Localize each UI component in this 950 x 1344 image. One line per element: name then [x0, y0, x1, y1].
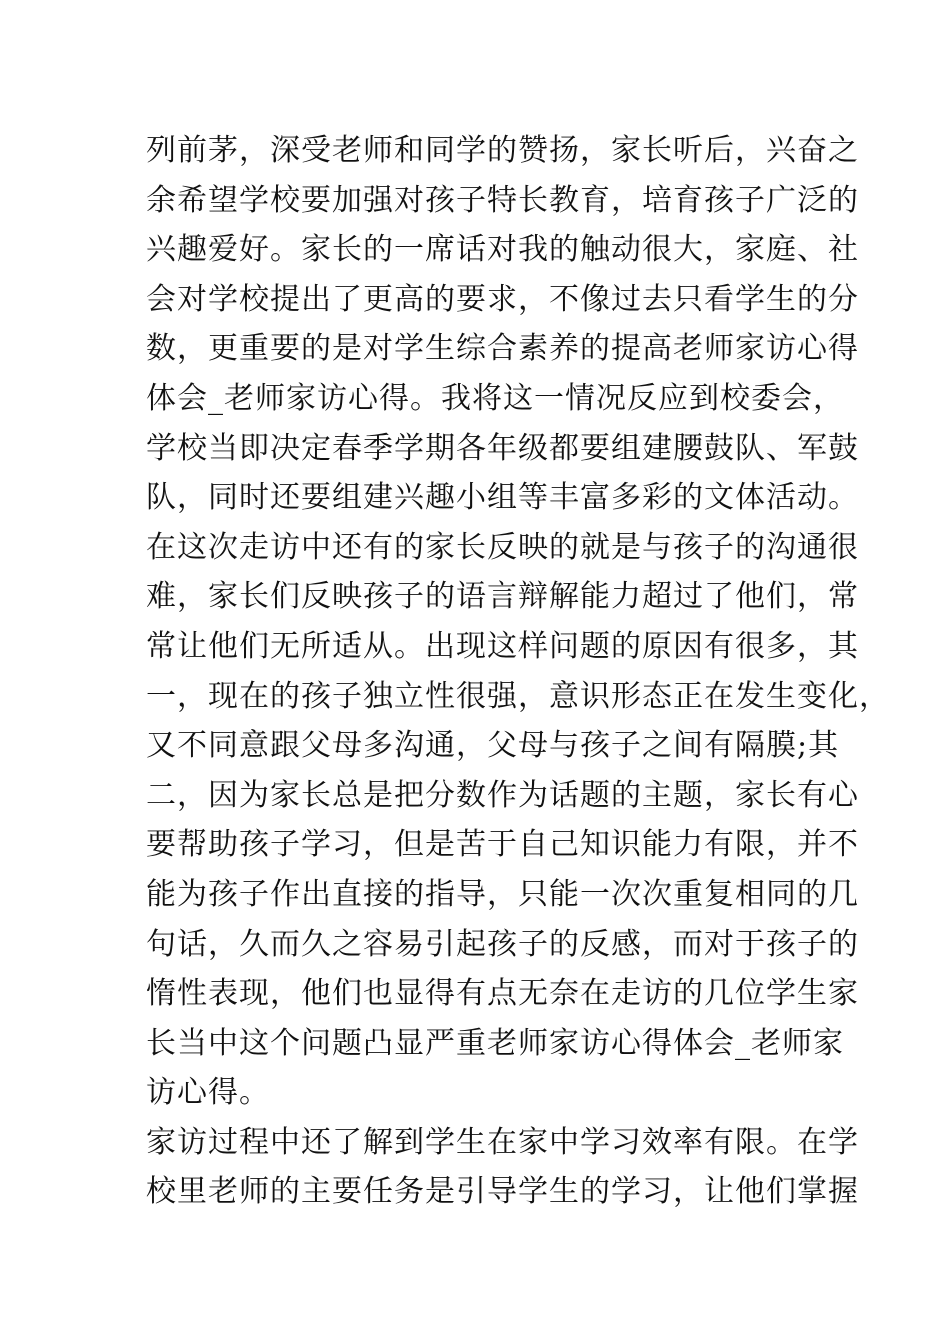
text-line: 列前茅，深受老师和同学的赞扬，家长听后，兴奋之 — [146, 133, 859, 168]
text-line: 又不同意跟父母多沟通，父母与孩子之间有隔膜;其 — [146, 728, 840, 764]
text-line: 校里老师的主要任务是引导学生的学习，让他们掌握 — [146, 1174, 859, 1210]
text-line: 在这次走访中还有的家长反映的就是与孩子的沟通很 — [146, 529, 859, 565]
body-text — [146, 126, 890, 1217]
text-line: 句话，久而久之容易引起孩子的反感，而对于孩子的 — [146, 926, 859, 962]
text-line: 常让他们无所适从。出现这样问题的原因有很多，其 — [146, 628, 859, 664]
text-line: 一，现在的孩子独立性很强，意识形态正在发生变化， — [146, 678, 890, 714]
text-line: 惰性表现，他们也显得有点无奈在走访的几位学生家 — [146, 976, 859, 1012]
text-line: 能为孩子作出直接的指导，只能一次次重复相同的几 — [146, 876, 859, 912]
text-line: 家访过程中还了解到学生在家中学习效率有限。在学 — [146, 1124, 859, 1160]
text-line: 兴趣爱好。家长的一席话对我的触动很大，家庭、社 — [146, 232, 859, 268]
text-line: 长当中这个问题凸显严重老师家访心得体会_老师家 — [146, 1025, 844, 1061]
text-line: 二，因为家长总是把分数作为话题的主题，家长有心 — [146, 777, 859, 813]
text-line: 访心得。 — [146, 1075, 270, 1111]
text-line: 要帮助孩子学习，但是苦于自己知识能力有限，并不 — [146, 827, 859, 863]
text-line: 难，家长们反映孩子的语言辩解能力超过了他们，常 — [146, 579, 859, 615]
text-line: 队，同时还要组建兴趣小组等丰富多彩的文体活动。 — [146, 480, 859, 516]
text-line: 学校当即决定春季学期各年级都要组建腰鼓队、军鼓 — [146, 430, 859, 466]
text-line: 余希望学校要加强对孩子特长教育，培育孩子广泛的 — [146, 182, 859, 218]
text-line: 会对学校提出了更高的要求，不像过去只看学生的分 — [146, 281, 859, 317]
text-line: 数，更重要的是对学生综合素养的提高老师家访心得 — [146, 331, 859, 367]
text-line: 体会_老师家访心得。我将这一情况反应到校委会， — [146, 380, 844, 416]
